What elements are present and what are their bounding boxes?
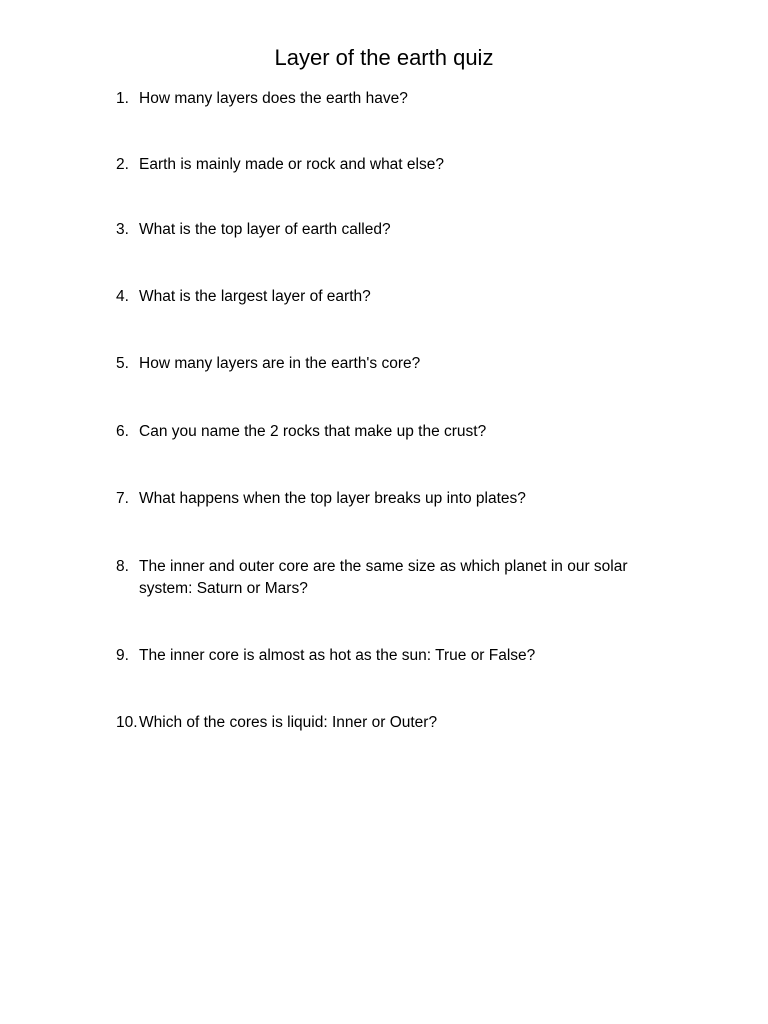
question-number: 3. [116,221,129,238]
question-text: Can you name the 2 rocks that make up the crust? [139,423,487,440]
question-number: 2. [116,156,129,173]
question-number: 8. [116,558,129,575]
question-number: 10. [116,714,138,731]
question-number: 7. [116,490,129,507]
question-text: What is the top layer of earth called? [139,221,391,238]
question-text: The inner and outer core are the same size as which planet in our solar system: Saturn or Mars? [139,558,628,597]
question-number: 9. [116,647,129,664]
question-text: Which of the cores is liquid: Inner or Outer? [139,714,438,731]
question-text: How many layers does the earth have? [139,90,408,107]
page-title: Layer of the earth quiz [274,45,494,70]
question-text: What is the largest layer of earth? [139,288,371,305]
question-number: 1. [116,90,129,107]
question-number: 5. [116,355,129,372]
question-text: How many layers are in the earth's core? [139,355,421,372]
question-text: The inner core is almost as hot as the sun: True or False? [139,647,536,664]
question-text: What happens when the top layer breaks up into plates? [139,490,526,507]
question-number: 6. [116,423,129,440]
question-number: 4. [116,288,129,305]
question-text: Earth is mainly made or rock and what else? [139,156,444,173]
